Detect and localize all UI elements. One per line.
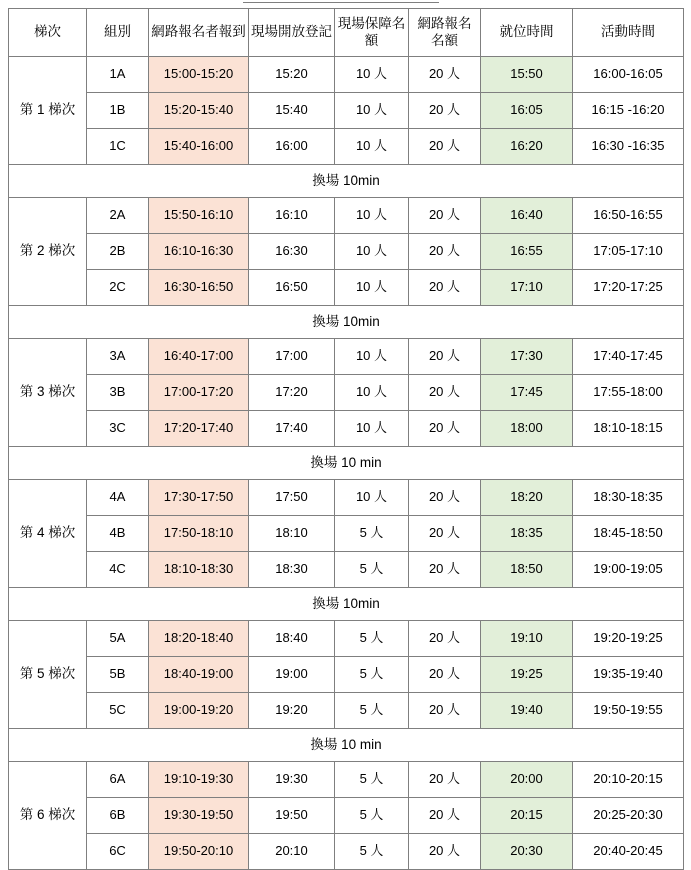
- group-cell: 2A: [87, 198, 149, 234]
- online-checkin-cell: 15:50-16:10: [149, 198, 249, 234]
- online-checkin-cell: 17:00-17:20: [149, 375, 249, 411]
- event-time-cell: 17:40-17:45: [573, 339, 684, 375]
- onsite-registration-cell: 15:40: [249, 93, 335, 129]
- table-row: [9, 798, 684, 834]
- ready-time-cell: 18:50: [481, 552, 573, 588]
- online-checkin-cell: 18:10-18:30: [149, 552, 249, 588]
- online-checkin-cell: 19:00-19:20: [149, 693, 249, 729]
- table-row: [9, 93, 684, 129]
- ready-time-cell: 19:25: [481, 657, 573, 693]
- table-row: [9, 552, 684, 588]
- online-checkin-cell: 17:20-17:40: [149, 411, 249, 447]
- ready-time-cell: 15:50: [481, 57, 573, 93]
- event-time-cell: 18:45-18:50: [573, 516, 684, 552]
- ready-time-cell: 18:00: [481, 411, 573, 447]
- changeover-row: [9, 447, 684, 480]
- onsite-quota-cell: 5 人: [335, 834, 409, 870]
- ready-time-cell: 16:05: [481, 93, 573, 129]
- table-row: [9, 411, 684, 447]
- online-checkin-cell: 17:50-18:10: [149, 516, 249, 552]
- onsite-registration-cell: 17:50: [249, 480, 335, 516]
- event-time-cell: 17:05-17:10: [573, 234, 684, 270]
- onsite-registration-cell: 17:00: [249, 339, 335, 375]
- onsite-quota-cell: 5 人: [335, 552, 409, 588]
- event-time-cell: 16:15 -16:20: [573, 93, 684, 129]
- onsite-quota-cell: 5 人: [335, 798, 409, 834]
- table-row: [9, 693, 684, 729]
- online-quota-cell: 20 人: [409, 657, 481, 693]
- changeover-row: [9, 729, 684, 762]
- ready-time-cell: 17:30: [481, 339, 573, 375]
- group-cell: 6C: [87, 834, 149, 870]
- online-quota-cell: 20 人: [409, 234, 481, 270]
- online-checkin-cell: 17:30-17:50: [149, 480, 249, 516]
- table-row: [9, 480, 684, 516]
- batch-label: 第 3 梯次: [9, 339, 87, 447]
- batch-label: 第 1 梯次: [9, 57, 87, 165]
- onsite-quota-cell: 10 人: [335, 234, 409, 270]
- online-checkin-cell: 15:00-15:20: [149, 57, 249, 93]
- column-header-online-checkin: 網路報名者報到: [149, 9, 249, 57]
- changeover-label: 換場 10 min: [9, 447, 684, 480]
- table-row: [9, 516, 684, 552]
- onsite-registration-cell: 16:10: [249, 198, 335, 234]
- column-header-event-time: 活動時間: [573, 9, 684, 57]
- column-header-group: 組別: [87, 9, 149, 57]
- onsite-quota-cell: 10 人: [335, 375, 409, 411]
- ready-time-cell: 17:10: [481, 270, 573, 306]
- ready-time-cell: 20:30: [481, 834, 573, 870]
- batch-label: 第 5 梯次: [9, 621, 87, 729]
- table-row: [9, 270, 684, 306]
- onsite-registration-cell: 20:10: [249, 834, 335, 870]
- onsite-quota-cell: 5 人: [335, 621, 409, 657]
- group-cell: 6A: [87, 762, 149, 798]
- online-quota-cell: 20 人: [409, 693, 481, 729]
- event-time-cell: 17:20-17:25: [573, 270, 684, 306]
- table-header: [9, 9, 684, 57]
- group-cell: 1B: [87, 93, 149, 129]
- table-row: [9, 198, 684, 234]
- table-row: [9, 657, 684, 693]
- column-header-ready-time: 就位時間: [481, 9, 573, 57]
- online-quota-cell: 20 人: [409, 270, 481, 306]
- onsite-registration-cell: 16:00: [249, 129, 335, 165]
- group-cell: 6B: [87, 798, 149, 834]
- online-checkin-cell: 15:40-16:00: [149, 129, 249, 165]
- online-checkin-cell: 15:20-15:40: [149, 93, 249, 129]
- onsite-registration-cell: 15:20: [249, 57, 335, 93]
- event-time-cell: 17:55-18:00: [573, 375, 684, 411]
- event-time-cell: 19:35-19:40: [573, 657, 684, 693]
- online-checkin-cell: 16:40-17:00: [149, 339, 249, 375]
- group-cell: 2B: [87, 234, 149, 270]
- changeover-label: 換場 10min: [9, 165, 684, 198]
- schedule-table: [8, 8, 684, 870]
- online-quota-cell: 20 人: [409, 834, 481, 870]
- event-time-cell: 20:25-20:30: [573, 798, 684, 834]
- online-quota-cell: 20 人: [409, 198, 481, 234]
- ready-time-cell: 16:20: [481, 129, 573, 165]
- group-cell: 3A: [87, 339, 149, 375]
- group-cell: 5A: [87, 621, 149, 657]
- batch-label: 第 2 梯次: [9, 198, 87, 306]
- batch-label: 第 6 梯次: [9, 762, 87, 870]
- online-quota-cell: 20 人: [409, 480, 481, 516]
- onsite-quota-cell: 5 人: [335, 693, 409, 729]
- onsite-registration-cell: 19:00: [249, 657, 335, 693]
- group-cell: 4B: [87, 516, 149, 552]
- online-checkin-cell: 16:30-16:50: [149, 270, 249, 306]
- group-cell: 3B: [87, 375, 149, 411]
- onsite-registration-cell: 19:20: [249, 693, 335, 729]
- onsite-registration-cell: 19:30: [249, 762, 335, 798]
- onsite-quota-cell: 5 人: [335, 657, 409, 693]
- onsite-quota-cell: 5 人: [335, 762, 409, 798]
- onsite-registration-cell: 19:50: [249, 798, 335, 834]
- online-quota-cell: 20 人: [409, 552, 481, 588]
- onsite-registration-cell: 18:10: [249, 516, 335, 552]
- changeover-label: 換場 10min: [9, 588, 684, 621]
- changeover-label: 換場 10min: [9, 306, 684, 339]
- group-cell: 1A: [87, 57, 149, 93]
- onsite-quota-cell: 10 人: [335, 93, 409, 129]
- online-checkin-cell: 19:10-19:30: [149, 762, 249, 798]
- online-checkin-cell: 18:20-18:40: [149, 621, 249, 657]
- table-body: [9, 57, 684, 870]
- ready-time-cell: 18:35: [481, 516, 573, 552]
- group-cell: 3C: [87, 411, 149, 447]
- changeover-row: [9, 165, 684, 198]
- ready-time-cell: 19:40: [481, 693, 573, 729]
- changeover-label: 換場 10 min: [9, 729, 684, 762]
- table-row: [9, 834, 684, 870]
- changeover-row: [9, 588, 684, 621]
- table-row: [9, 762, 684, 798]
- group-cell: 2C: [87, 270, 149, 306]
- online-quota-cell: 20 人: [409, 93, 481, 129]
- ready-time-cell: 17:45: [481, 375, 573, 411]
- online-checkin-cell: 16:10-16:30: [149, 234, 249, 270]
- event-time-cell: 16:30 -16:35: [573, 129, 684, 165]
- onsite-quota-cell: 10 人: [335, 480, 409, 516]
- top-divider: [243, 2, 439, 3]
- online-quota-cell: 20 人: [409, 411, 481, 447]
- online-quota-cell: 20 人: [409, 339, 481, 375]
- online-quota-cell: 20 人: [409, 762, 481, 798]
- group-cell: 1C: [87, 129, 149, 165]
- online-quota-cell: 20 人: [409, 57, 481, 93]
- onsite-quota-cell: 10 人: [335, 411, 409, 447]
- table-row: [9, 129, 684, 165]
- changeover-row: [9, 306, 684, 339]
- ready-time-cell: 18:20: [481, 480, 573, 516]
- event-time-cell: 19:50-19:55: [573, 693, 684, 729]
- group-cell: 5C: [87, 693, 149, 729]
- header-row: [9, 9, 684, 57]
- onsite-quota-cell: 10 人: [335, 129, 409, 165]
- online-quota-cell: 20 人: [409, 621, 481, 657]
- table-row: [9, 234, 684, 270]
- online-checkin-cell: 19:30-19:50: [149, 798, 249, 834]
- onsite-registration-cell: 17:40: [249, 411, 335, 447]
- column-header-onsite-quota: 現場保障名額: [335, 9, 409, 57]
- onsite-quota-cell: 10 人: [335, 270, 409, 306]
- online-checkin-cell: 19:50-20:10: [149, 834, 249, 870]
- event-time-cell: 16:50-16:55: [573, 198, 684, 234]
- group-cell: 5B: [87, 657, 149, 693]
- event-time-cell: 20:40-20:45: [573, 834, 684, 870]
- onsite-quota-cell: 10 人: [335, 57, 409, 93]
- onsite-registration-cell: 18:30: [249, 552, 335, 588]
- onsite-quota-cell: 10 人: [335, 339, 409, 375]
- online-quota-cell: 20 人: [409, 375, 481, 411]
- column-header-batch: 梯次: [9, 9, 87, 57]
- onsite-quota-cell: 10 人: [335, 198, 409, 234]
- event-time-cell: 16:00-16:05: [573, 57, 684, 93]
- group-cell: 4C: [87, 552, 149, 588]
- ready-time-cell: 20:00: [481, 762, 573, 798]
- event-time-cell: 18:30-18:35: [573, 480, 684, 516]
- ready-time-cell: 20:15: [481, 798, 573, 834]
- online-checkin-cell: 18:40-19:00: [149, 657, 249, 693]
- onsite-registration-cell: 16:30: [249, 234, 335, 270]
- onsite-registration-cell: 17:20: [249, 375, 335, 411]
- batch-label: 第 4 梯次: [9, 480, 87, 588]
- table-row: [9, 339, 684, 375]
- event-time-cell: 19:20-19:25: [573, 621, 684, 657]
- ready-time-cell: 16:40: [481, 198, 573, 234]
- table-row: [9, 621, 684, 657]
- event-time-cell: 19:00-19:05: [573, 552, 684, 588]
- column-header-onsite-registration: 現場開放登記: [249, 9, 335, 57]
- online-quota-cell: 20 人: [409, 516, 481, 552]
- online-quota-cell: 20 人: [409, 129, 481, 165]
- onsite-quota-cell: 5 人: [335, 516, 409, 552]
- ready-time-cell: 19:10: [481, 621, 573, 657]
- event-time-cell: 20:10-20:15: [573, 762, 684, 798]
- column-header-online-quota: 網路報名名額: [409, 9, 481, 57]
- online-quota-cell: 20 人: [409, 798, 481, 834]
- event-time-cell: 18:10-18:15: [573, 411, 684, 447]
- onsite-registration-cell: 16:50: [249, 270, 335, 306]
- group-cell: 4A: [87, 480, 149, 516]
- table-row: [9, 375, 684, 411]
- table-row: [9, 57, 684, 93]
- onsite-registration-cell: 18:40: [249, 621, 335, 657]
- ready-time-cell: 16:55: [481, 234, 573, 270]
